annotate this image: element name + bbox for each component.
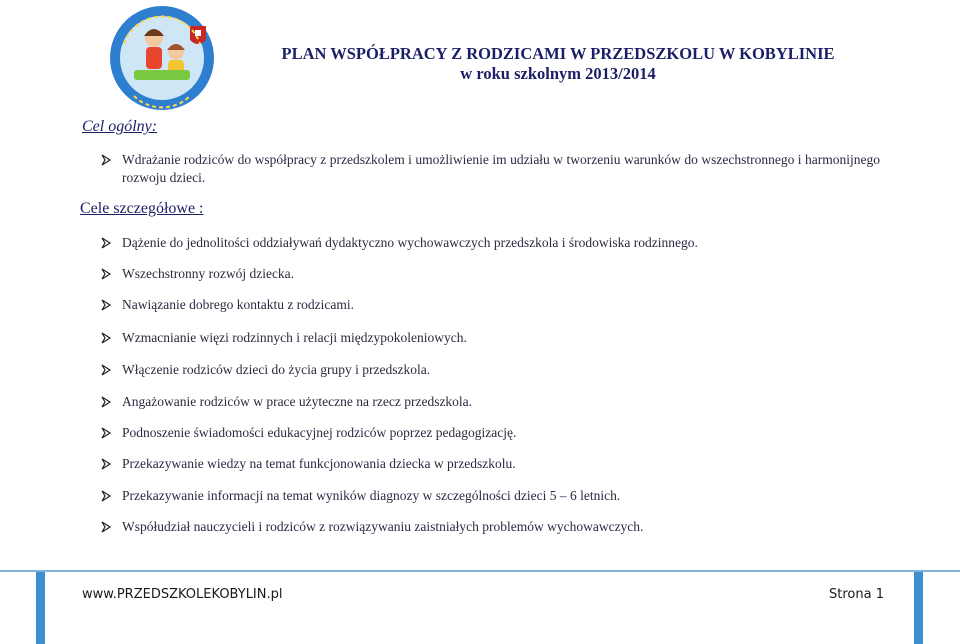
specific-goal-item xyxy=(100,518,880,536)
arrow-bullet-icon xyxy=(100,518,114,536)
arrow-bullet-icon xyxy=(100,296,114,314)
document-title-block xyxy=(240,44,876,84)
document-title: PLAN WSPÓŁPRACY Z RODZICAMI W PRZEDSZKOLU W KOBYLINIE xyxy=(281,44,835,63)
specific-goal-item xyxy=(100,487,880,505)
specific-goal-item xyxy=(100,329,880,347)
footer-divider xyxy=(0,570,960,572)
arrow-bullet-icon xyxy=(100,329,114,347)
arrow-bullet-icon xyxy=(100,361,114,379)
specific-goal-item xyxy=(100,424,880,442)
footer-left-bar xyxy=(36,572,45,644)
specific-goal-text: Przekazywanie wiedzy na temat funkcjonowania dziecka w przedszkolu. xyxy=(122,456,516,471)
specific-goal-text: Włączenie rodziców dzieci do życia grupy i przedszkola. xyxy=(122,362,431,377)
arrow-bullet-icon xyxy=(100,455,114,473)
specific-goal-item xyxy=(100,265,880,283)
specific-goal-text: Dążenie do jednolitości oddziaływań dydaktyczno wychowawczych przedszkola i środowiska rodzinnego. xyxy=(122,235,698,250)
general-goal-heading: Cel ogólny: xyxy=(82,118,158,135)
specific-goals-heading: Cele szczegółowe : xyxy=(80,200,204,217)
specific-goal-item xyxy=(100,393,880,411)
footer-right-bar xyxy=(914,572,923,644)
specific-goal-item xyxy=(100,234,880,252)
specific-goal-item xyxy=(100,455,880,473)
preschool-logo xyxy=(104,4,224,112)
arrow-bullet-icon xyxy=(100,265,114,283)
arrow-bullet-icon xyxy=(100,424,114,442)
specific-goal-text: Wszechstronny rozwój dziecka. xyxy=(122,266,295,281)
arrow-bullet-icon xyxy=(100,234,114,252)
specific-goal-item xyxy=(100,296,880,314)
specific-goal-text: Nawiązanie dobrego kontaktu z rodzicami. xyxy=(122,297,355,312)
document-subtitle: w roku szkolnym 2013/2014 xyxy=(460,64,656,83)
arrow-bullet-icon xyxy=(100,393,114,411)
general-goal-item xyxy=(100,151,880,187)
footer-website-link[interactable]: www.PRZEDSZKOLEKOBYLIN.pl xyxy=(82,587,283,602)
specific-goal-text: Przekazywanie informacji na temat wyników diagnozy w szczególności dzieci 5 – 6 letnich. xyxy=(122,488,621,503)
specific-goal-text: Współudział nauczycieli i rodziców z rozwiązywaniu zaistniałych problemów wychowawczych. xyxy=(122,519,644,534)
specific-goal-text: Wzmacnianie więzi rodzinnych i relacji międzypokoleniowych. xyxy=(122,330,467,345)
specific-goal-item xyxy=(100,361,880,379)
arrow-bullet-icon xyxy=(100,151,114,169)
footer-page-number: Strona 1 xyxy=(829,587,884,602)
specific-goal-text: Podnoszenie świadomości edukacyjnej rodziców poprzez pedagogizację. xyxy=(122,425,517,440)
general-goal-text: Wdrażanie rodziców do współpracy z przedszkolem i umożliwienie im udziału w tworzeniu warunków do wszechstronnego i harmonijnego rozwoju dzieci. xyxy=(122,152,880,185)
specific-goal-text: Angażowanie rodziców w prace użyteczne na rzecz przedszkola. xyxy=(122,394,473,409)
arrow-bullet-icon xyxy=(100,487,114,505)
